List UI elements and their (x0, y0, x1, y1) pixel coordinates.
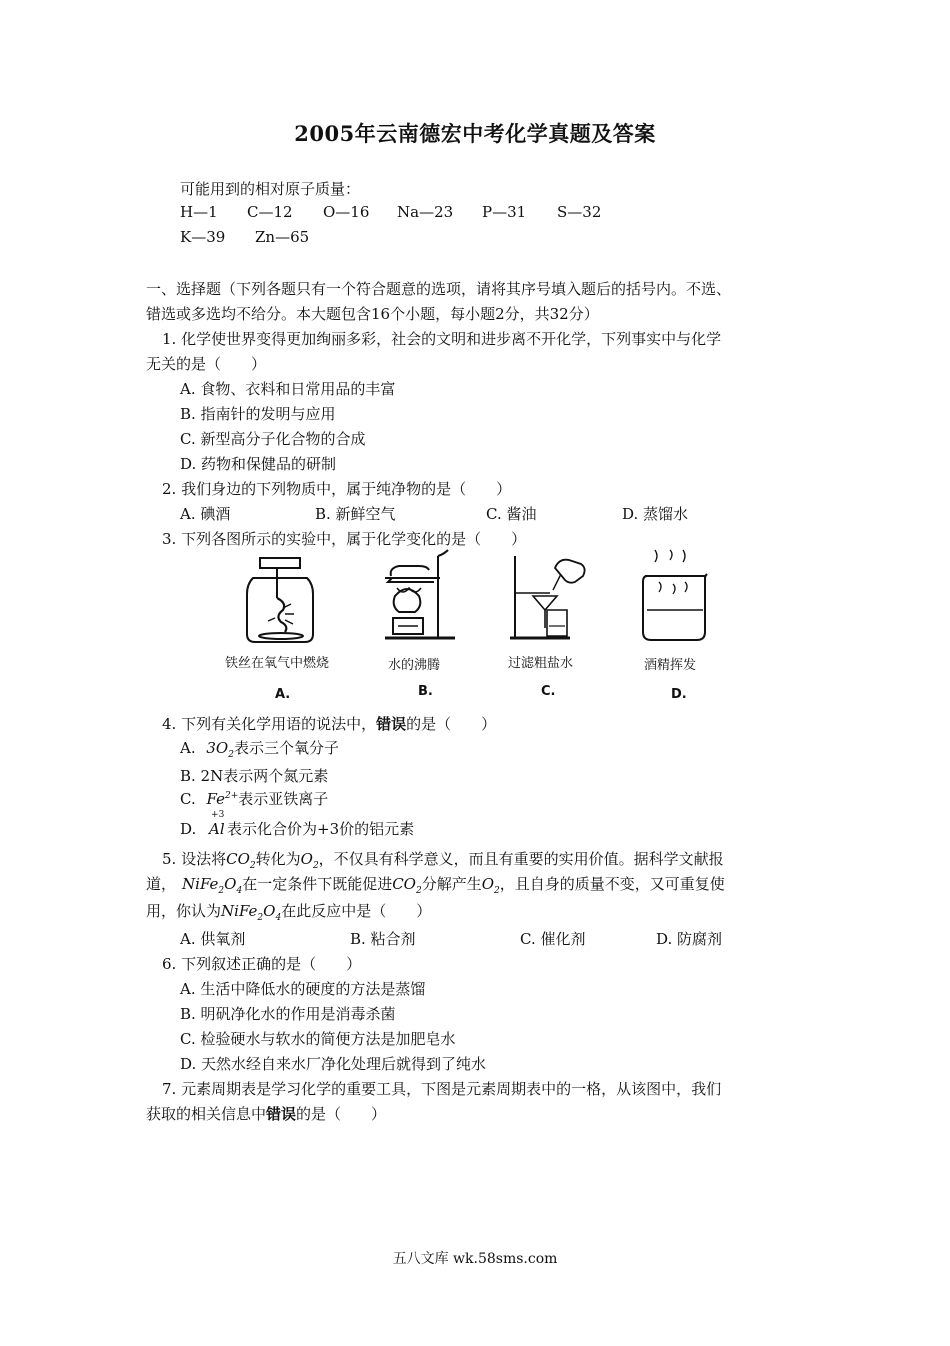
formula-subscript: 4 (275, 913, 282, 923)
option-label: C. (180, 790, 196, 808)
formula-subscript: 2 (312, 861, 319, 871)
atomic-mass: O—16 (323, 203, 370, 221)
question-7-emphasis: 错误 (266, 1105, 297, 1123)
question-4-option-c (180, 788, 328, 809)
figure-letter-d: D. (671, 687, 687, 702)
formula-subscript: 2 (228, 750, 234, 760)
figure-letter-b: B. (418, 684, 433, 699)
atomic-mass: Na—23 (397, 203, 454, 221)
option-text: 表示化合价为+3价的铝元素 (227, 820, 415, 838)
question-2-stem: 2. 我们身边的下列物质中，属于纯净物的是（ ） (162, 480, 512, 498)
text: 在此反应中是（ ） (281, 902, 432, 920)
atomic-mass-heading: 可能用到的相对原子质量： (180, 180, 361, 198)
text: ，且自身的质量不变，又可重复使 (499, 875, 725, 893)
atomic-mass: S—32 (557, 203, 602, 221)
formula: Fe (206, 790, 225, 808)
question-2-option-c: C. 酱油 (486, 505, 537, 523)
boiling-setup-illustration (385, 550, 455, 638)
question-4-stem (162, 713, 496, 734)
question-5-option-b: B. 粘合剂 (350, 930, 416, 948)
question-4-option-d (180, 810, 415, 839)
question-4-option-b: B. 2N表示两个氮元素 (180, 767, 329, 785)
text: 5. 设法将 (162, 850, 227, 868)
oxygen-jar-illustration (247, 558, 313, 642)
option-label: D. (180, 820, 197, 838)
text: 道， (146, 875, 177, 893)
experiment-figure (215, 548, 725, 713)
formula-subscript: 2 (218, 886, 225, 896)
question-5-option-c: C. 催化剂 (520, 930, 586, 948)
question-1-stem: 1. 化学使世界变得更加绚丽多彩，社会的文明和进步离不开化学，下列事实中与化学 (162, 330, 722, 348)
text: 用，你认为 (146, 902, 222, 920)
question-5-option-d: D. 防腐剂 (656, 930, 723, 948)
formula-subscript: 2 (249, 861, 256, 871)
question-2-option-b: B. 新鲜空气 (315, 505, 396, 523)
question-3-stem: 3. 下列各图所示的实验中，属于化学变化的是（ ） (162, 530, 527, 548)
formula: O (263, 902, 276, 920)
question-1-stem-cont: 无关的是（ ） (146, 355, 267, 373)
text: 转化为 (255, 850, 301, 868)
question-5-line-1 (162, 848, 724, 871)
text: 分解产生 (421, 875, 482, 893)
text: 的是（ ） (296, 1105, 387, 1123)
atomic-mass: C—12 (247, 203, 293, 221)
formula: O (224, 875, 237, 893)
formula: NiFe (221, 902, 258, 920)
atomic-mass: P—31 (482, 203, 527, 221)
formula-subscript: 2 (494, 886, 500, 896)
question-7-stem-cont (146, 1103, 386, 1124)
question-2-option-a: A. 碘酒 (180, 505, 231, 523)
atomic-mass: H—1 (180, 203, 218, 221)
formula-superscript: 2+ (224, 791, 239, 801)
figure-caption-b: 水的沸腾 (388, 658, 441, 673)
formula: O (300, 850, 313, 868)
question-6-option-d: D. 天然水经自来水厂净化处理后就得到了纯水 (180, 1055, 487, 1073)
question-1-option-c: C. 新型高分子化合物的合成 (180, 430, 366, 448)
formula: CO (392, 875, 416, 893)
formula: Al (209, 820, 225, 838)
experiment-illustrations (215, 548, 725, 713)
question-4-option-a (180, 737, 339, 760)
question-5-line-3 (146, 900, 431, 923)
figure-caption-c: 过滤粗盐水 (508, 656, 574, 671)
question-7-stem: 7. 元素周期表是学习化学的重要工具，下图是元素周期表中的一格，从该图中，我们 (162, 1080, 722, 1098)
figure-letter-a: A. (275, 687, 291, 702)
question-4-stem-post: 的是（ ） (406, 715, 497, 733)
formula: O (481, 875, 495, 893)
valence-formula (209, 810, 227, 838)
valence-mark: +3 (211, 810, 225, 820)
option-text: 表示三个氧分子 (233, 739, 339, 757)
figure-letter-c: C. (541, 684, 556, 699)
option-text: 表示亚铁离子 (238, 790, 329, 808)
formula-subscript: 2 (415, 886, 422, 896)
option-label: A. (180, 739, 196, 757)
question-5-option-a: A. 供氧剂 (180, 930, 246, 948)
question-4-stem-pre: 4. 下列有关化学用语的说法中， (162, 715, 377, 733)
text: 获取的相关信息中 (146, 1105, 267, 1123)
question-4-stem-emphasis: 错误 (376, 715, 407, 733)
section-heading-line-1: 一、选择题（下列各题只有一个符合题意的选项，请将其序号填入题后的括号内。不选、 (146, 280, 732, 298)
question-1-option-d: D. 药物和保健品的研制 (180, 455, 337, 473)
text: ，不仅具有科学意义，而且有重要的实用价值。据科学文献报 (318, 850, 724, 868)
section-heading-line-2: 错选或多选均不给分。本大题包含16个小题，每小题2分，共32分） (146, 305, 599, 323)
question-2-option-d: D. 蒸馏水 (622, 505, 689, 523)
figure-caption-d: 酒精挥发 (644, 658, 697, 673)
question-6-stem: 6. 下列叙述正确的是（ ） (162, 955, 362, 973)
footer-watermark: 五八文库 wk.58sms.com (392, 1251, 558, 1267)
formula: CO (226, 850, 250, 868)
formula-subscript: 4 (236, 886, 243, 896)
question-6-option-a: A. 生活中降低水的硬度的方法是蒸馏 (180, 980, 426, 998)
page-title: 2005年云南德宏中考化学真题及答案 (294, 121, 656, 146)
question-5-line-2 (146, 873, 725, 896)
question-6-option-c: C. 检验硬水与软水的简便方法是加肥皂水 (180, 1030, 456, 1048)
figure-caption-a: 铁丝在氧气中燃烧 (225, 656, 330, 671)
filtration-illustration (510, 556, 585, 638)
question-1-option-b: B. 指南针的发明与应用 (180, 405, 336, 423)
atomic-mass: K—39 (180, 228, 226, 246)
question-1-option-a: A. 食物、衣料和日常用品的丰富 (180, 380, 396, 398)
formula: NiFe (182, 875, 219, 893)
formula: 3O (206, 739, 229, 757)
text: 在一定条件下既能促进 (242, 875, 393, 893)
atomic-mass: Zn—65 (255, 228, 310, 246)
question-6-option-b: B. 明矾净化水的作用是消毒杀菌 (180, 1005, 396, 1023)
formula-subscript: 2 (257, 913, 264, 923)
beaker-illustration (643, 550, 707, 640)
